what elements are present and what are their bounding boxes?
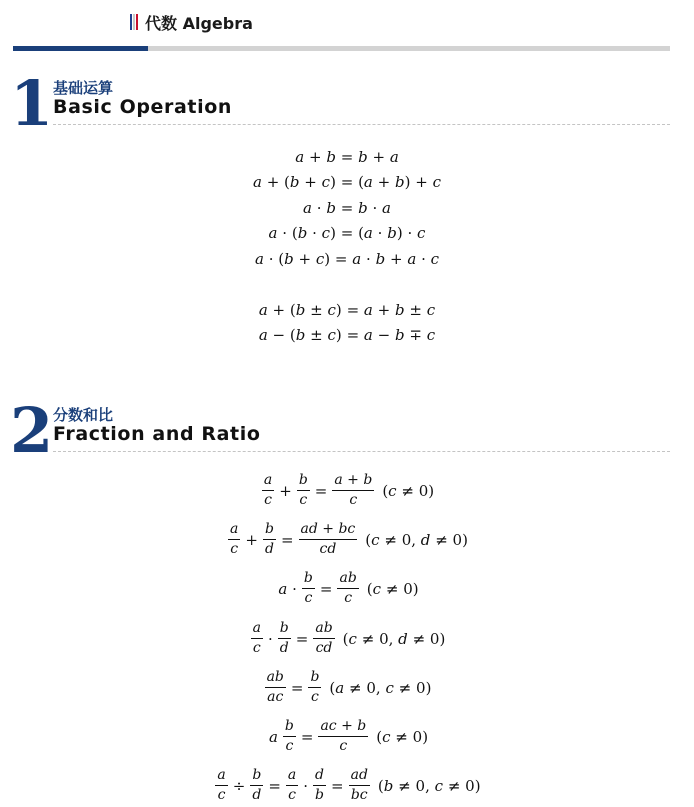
denominator: c [344, 590, 353, 606]
formula: a · b = b · a [303, 199, 391, 217]
flag-stripe-red [136, 14, 138, 30]
numerator: ac + b [318, 718, 368, 737]
operator: + [245, 530, 258, 549]
fraction [332, 472, 374, 509]
header-rule [13, 46, 670, 51]
condition: (c ≠ 0, d ≠ 0) [342, 629, 446, 648]
denominator: c [285, 738, 294, 754]
fraction [263, 521, 276, 558]
fraction-formula [0, 472, 694, 509]
numerator: b [263, 521, 276, 540]
numerator: d [313, 767, 326, 786]
header-rule-accent [13, 46, 148, 51]
condition: (c ≠ 0) [382, 481, 435, 500]
denominator: c [304, 590, 313, 606]
section-divider [53, 124, 670, 125]
operator: = [290, 678, 304, 697]
section-title-zh: 基础运算 [53, 79, 114, 97]
operator: a [268, 727, 278, 746]
fraction [308, 669, 321, 706]
numerator: ad [349, 767, 370, 786]
fraction [349, 767, 370, 804]
flag-icon [130, 14, 139, 30]
fraction [250, 767, 263, 804]
denominator: c [311, 689, 319, 705]
section-divider [53, 451, 670, 452]
numerator: a [228, 521, 240, 540]
denominator: ac [267, 689, 284, 705]
fraction [337, 570, 358, 607]
formula: a · (b + c) = a · b + a · c [254, 250, 440, 268]
numerator: b [308, 669, 321, 688]
numerator: a [262, 472, 274, 491]
condition: (a ≠ 0, c ≠ 0) [329, 678, 432, 697]
denominator: d [279, 640, 289, 656]
fraction [313, 620, 334, 657]
fraction [299, 521, 358, 558]
fraction-formula [0, 718, 694, 755]
numerator: a [251, 620, 263, 639]
denominator: b [315, 787, 325, 803]
operator: · [303, 776, 309, 795]
formula: a + (b + c) = (a + b) + c [252, 173, 442, 191]
flag-stripe-white [133, 14, 135, 30]
fraction [262, 472, 274, 509]
fraction [297, 472, 310, 509]
numerator: b [302, 570, 315, 589]
denominator: d [264, 541, 274, 557]
condition: (c ≠ 0) [376, 727, 429, 746]
operator: a · [278, 579, 297, 598]
page-header [130, 10, 253, 34]
operator: + [279, 481, 292, 500]
fraction [302, 570, 315, 607]
formula: a − (b ± c) = a − b ∓ c [258, 326, 436, 344]
flag-stripe-blue [130, 14, 132, 30]
fraction-formula [0, 521, 694, 558]
formula: a + (b ± c) = a + b ± c [258, 301, 436, 319]
numerator: a + b [332, 472, 374, 491]
fraction-formula [0, 767, 694, 804]
operator: · [268, 629, 273, 648]
denominator: c [252, 640, 261, 656]
denominator: c [288, 787, 296, 803]
operator: = [295, 629, 309, 648]
denominator: c [339, 738, 348, 754]
fraction-formula [0, 669, 694, 706]
operator: = [314, 481, 328, 500]
numerator: ab [265, 669, 286, 688]
fraction [251, 620, 263, 657]
fraction-formula [0, 620, 694, 657]
denominator: c [264, 492, 272, 508]
operator: = [268, 776, 281, 795]
denominator: c [217, 787, 226, 803]
formula: a · (b · c) = (a · b) · c [268, 224, 426, 242]
fraction [283, 718, 296, 755]
condition: (c ≠ 0) [366, 579, 419, 598]
fraction [265, 669, 286, 706]
numerator: b [278, 620, 291, 639]
operator: ÷ [232, 776, 246, 795]
fraction [286, 767, 298, 804]
section-number: 1 [10, 67, 54, 140]
operator: = [280, 530, 294, 549]
denominator: c [230, 541, 239, 557]
operator: = [319, 579, 333, 598]
condition: (b ≠ 0, c ≠ 0) [377, 776, 481, 795]
fraction [278, 620, 291, 657]
section-title-en: Basic Operation [53, 96, 233, 118]
fraction [228, 521, 240, 558]
fraction [313, 767, 326, 804]
section-title-en: Fraction and Ratio [53, 423, 261, 445]
denominator: d [252, 787, 262, 803]
fraction [318, 718, 368, 755]
numerator: b [250, 767, 263, 786]
fraction [215, 767, 227, 804]
numerator: ab [337, 570, 358, 589]
denominator: bc [350, 787, 368, 803]
denominator: cd [315, 640, 333, 656]
numerator: b [297, 472, 310, 491]
condition: (c ≠ 0, d ≠ 0) [365, 530, 468, 549]
section-number: 2 [10, 394, 54, 467]
page-title: 代数 Algebra [145, 13, 253, 33]
section-title-zh: 分数和比 [53, 406, 114, 424]
numerator: b [283, 718, 296, 737]
denominator: c [299, 492, 308, 508]
numerator: a [286, 767, 298, 786]
operator: = [300, 727, 314, 746]
operator: = [331, 776, 344, 795]
denominator: cd [319, 541, 337, 557]
numerator: ab [313, 620, 334, 639]
numerator: a [215, 767, 227, 786]
formula: a + b = b + a [295, 148, 399, 166]
numerator: ad + bc [299, 521, 358, 540]
fraction-formula [0, 570, 694, 607]
denominator: c [349, 492, 358, 508]
